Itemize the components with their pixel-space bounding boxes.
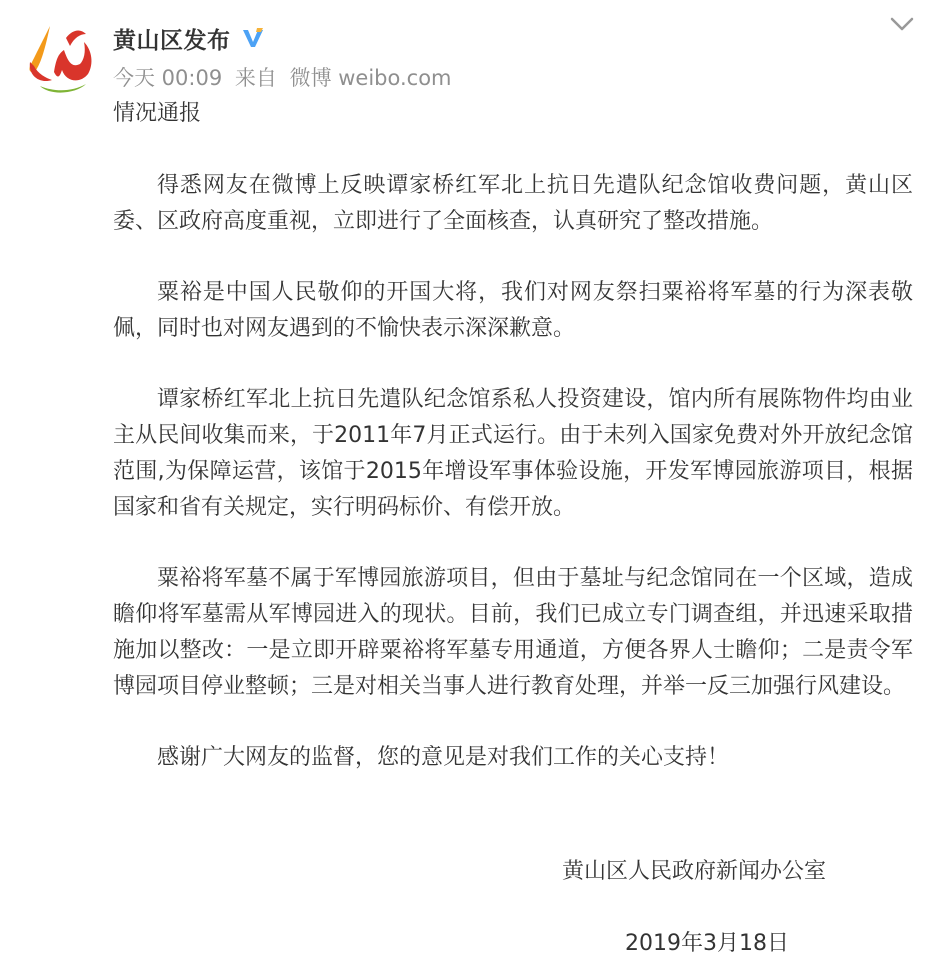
- verified-v-icon: [241, 26, 265, 50]
- avatar[interactable]: [20, 20, 100, 96]
- post-content: [113, 96, 913, 811]
- post-title: 情况通报: [113, 101, 202, 126]
- post-date: 2019年3月18日: [625, 931, 789, 956]
- post-time[interactable]: 今天 00:09: [113, 66, 223, 90]
- paragraph: 感谢广大网友的监督，您的意见是对我们工作的关心支持！: [157, 745, 730, 770]
- huangshan-logo-icon: [20, 20, 100, 96]
- username[interactable]: 黄山区发布: [113, 27, 231, 54]
- paragraph: 粟裕将军墓不属于军博园旅游项目，但由于墓址与纪念馆同在一个区域，造成瞻仰将军墓需从军博园进入的现状。目前，我们已成立专门调查组，并迅速采取措施加以整改：一是立即开辟粟裕将军墓专用通道，方便各界人士瞻仰；二是责令军博园项目停业整顿；三是对相关当事人进行教育处理，并举一反三加强行风建设。: [113, 566, 913, 699]
- post-header: [113, 20, 884, 92]
- paragraph: 粟裕是中国人民敬仰的开国大将，我们对网友祭扫粟裕将军墓的行为深表敬佩，同时也对网友遇到的不愉快表示深深歉意。: [113, 280, 913, 341]
- post-meta: [113, 62, 884, 92]
- signature: 黄山区人民政府新闻办公室: [562, 859, 827, 884]
- paragraph: 谭家桥红军北上抗日先遣队纪念馆系私人投资建设，馆内所有展陈物件均由业主从民间收集而来，于2011年7月正式运行。由于未列入国家免费对外开放纪念馆范围,为保障运营，该馆于2015年增设军事体验设施，开发军博园旅游项目，根据国家和省有关规定，实行明码标价、有偿开放。: [113, 387, 913, 520]
- source-app: 微博 weibo.com: [289, 66, 452, 90]
- chevron-down-icon: [888, 14, 916, 34]
- paragraph: 得悉网友在微博上反映谭家桥红军北上抗日先遣队纪念馆收费问题，黄山区委、区政府高度重视，立即进行了全面核查，认真研究了整改措施。: [113, 173, 913, 234]
- more-options-button[interactable]: [888, 14, 916, 34]
- source-prefix: 来自: [234, 66, 277, 90]
- name-row: [113, 20, 884, 56]
